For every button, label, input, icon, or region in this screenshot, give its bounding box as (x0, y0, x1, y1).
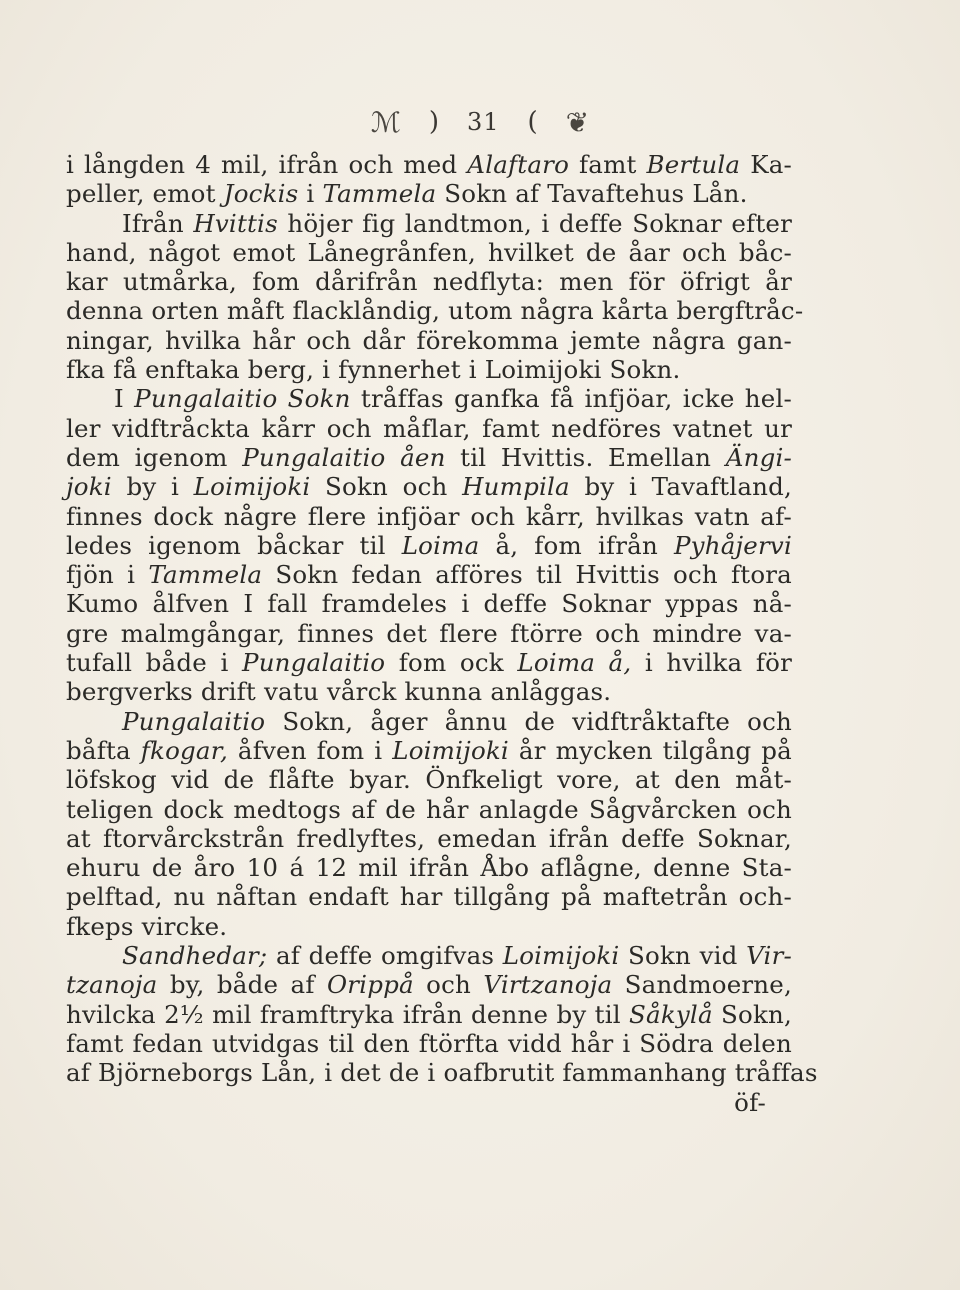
text-segment: fom ock (385, 648, 518, 678)
text-segment: ehuru de åro 10 á 12 mil ifrån Åbo aflågne, denne Sta- (66, 853, 792, 883)
text-line (66, 619, 792, 648)
text-line (66, 1029, 792, 1058)
text-segment: Sandmoerne, (612, 970, 792, 1000)
text-segment: år mycken tilgång på (508, 735, 792, 765)
text-segment: Ängi- (725, 442, 792, 472)
text-segment: Sandhedar; (122, 941, 268, 971)
text-segment: Såkylå (629, 999, 713, 1029)
text-segment: Sokn vid (619, 941, 747, 971)
text-line (66, 179, 792, 208)
ornament-left-icon: ℳ (370, 105, 401, 139)
text-segment: Vir- (746, 941, 792, 971)
header-bracket-left: ) (428, 107, 439, 137)
text-line (66, 267, 792, 296)
text-segment: Sokn af Tavaftehus Lån. (436, 179, 748, 209)
text-line (66, 677, 792, 706)
text-segment: i långden 4 mil, ifrån och med (66, 150, 468, 179)
text-line (66, 970, 792, 999)
text-line (66, 912, 792, 941)
text-line (66, 384, 792, 413)
text-segment: kar utmårka, fom dårifrån nedflyta: men för öfrigt år (66, 267, 792, 297)
text-line (66, 1088, 792, 1117)
text-segment: Loima (401, 530, 480, 560)
text-segment: Sokn fedan afföres til Hvittis och ftora (262, 560, 792, 590)
text-segment: Loimijoki (502, 941, 620, 971)
page-number: 31 (466, 108, 500, 136)
text-segment: Hvittis (193, 208, 278, 238)
text-segment: Ka- (740, 150, 792, 179)
text-segment: teligen dock medtogs af de hår anlagde Sågvårcken och (66, 794, 792, 824)
text-segment: Humpila (462, 472, 570, 502)
text-segment: tzanoja (66, 970, 158, 1000)
text-line (66, 589, 792, 618)
text-line (66, 707, 792, 736)
text-segment: fka få enftaka berg, i fynnerhet i Loimijoki Sokn. (66, 355, 681, 385)
text-segment: Loimijoki (392, 735, 509, 765)
text-segment: hand, något emot Lånegrånfen, hvilket de åar och båc- (66, 237, 792, 267)
text-segment: löfskog vid de flåfte byar. Önfkeligt vore, at den måt- (66, 765, 792, 795)
text-segment: bergverks drift vatu vårck kunna anlåggas. (66, 677, 612, 707)
text-segment: Pyhåjervi (674, 530, 792, 560)
text-line (66, 1058, 818, 1088)
text-segment: Pungalaitio (242, 648, 386, 678)
text-segment: gre malmgångar, finnes det flere ftörre och mindre va- (66, 618, 792, 648)
text-line (66, 472, 792, 501)
text-segment: denna orten måft flacklåndig, utom några kårta bergftråc- (66, 296, 804, 326)
text-segment: höjer fig landtmon, i deffe Soknar efter (277, 208, 792, 238)
text-segment: Kumo ålfven I fall framdeles i deffe Soknar yppas nå- (66, 589, 792, 619)
text-segment: Tammela (322, 179, 437, 209)
text-segment: peller, emot (66, 179, 224, 209)
text-segment: by i Tavaftland, (569, 472, 792, 502)
text-line (66, 648, 792, 677)
text-segment: i (298, 179, 323, 209)
text-line (66, 765, 792, 794)
text-line (66, 355, 792, 384)
text-line (66, 824, 792, 853)
page-header (0, 100, 960, 144)
text-segment: joki (66, 472, 112, 502)
text-segment: famt fedan utvidgas til den ftörfta vidd hår i Södra delen (66, 1028, 792, 1058)
text-segment: fjön i (66, 560, 149, 590)
text-segment: Alaftaro (467, 150, 570, 179)
text-segment: Loima å, (517, 648, 632, 678)
text-segment: Virtzanoja (483, 970, 613, 1000)
text-segment: Jockis (223, 179, 299, 209)
text-segment: fkeps vircke. (66, 911, 228, 941)
text-segment: af deffe omgifvas (267, 941, 503, 971)
text-segment: Orippå (326, 970, 414, 1000)
text-line (66, 531, 792, 560)
text-segment: Sokn och (310, 472, 463, 502)
text-line (66, 882, 792, 911)
text-segment: af Björneborgs Lån, i det de i oafbrutit fammanhang tråffas (66, 1058, 818, 1088)
text-segment: å, fom ifrån (479, 530, 674, 560)
header-bracket-right: ( (527, 107, 538, 137)
text-segment: I (114, 384, 135, 414)
text-segment: Pungalaitio Sokn (134, 384, 351, 414)
text-segment: ledes igenom båckar til (66, 530, 402, 560)
text-line (66, 1000, 792, 1029)
ornament-right-icon: ❦ (565, 105, 590, 139)
text-line (66, 560, 792, 589)
text-line (66, 238, 792, 267)
text-line (66, 736, 792, 765)
text-segment: famt (569, 150, 647, 179)
text-segment: öf- (734, 1087, 766, 1117)
text-line (66, 795, 792, 824)
text-line (66, 443, 792, 472)
text-line (66, 209, 792, 238)
text-line (66, 326, 792, 355)
text-segment: åfven fom i (227, 735, 393, 765)
text-segment: Bertula (646, 150, 741, 179)
text-segment: dem igenom (66, 442, 243, 472)
text-segment: ler vidftråckta kårr och måflar, famt nedföres vatnet ur (66, 413, 792, 443)
text-segment: tråffas ganfka få infjöar, icke hel- (350, 384, 792, 414)
text-segment: by i (111, 472, 194, 502)
text-segment: hvilcka 2½ mil framftryka ifrån denne by til (66, 999, 630, 1029)
text-segment: Tammela (148, 560, 263, 590)
text-segment: Ifrån (122, 208, 194, 238)
text-segment: och (413, 970, 484, 1000)
text-segment: Sokn, åger ånnu de vidftråktafte och (265, 706, 792, 736)
text-line (66, 150, 792, 179)
text-segment: i hvilka för (631, 648, 792, 678)
text-segment: at ftorvårckstrån fredlyftes, emedan ifrån deffe Soknar, (66, 823, 792, 853)
text-line (66, 502, 792, 531)
text-segment: Pungalaitio åen (242, 442, 446, 472)
text-line (66, 941, 792, 970)
page-text-body (66, 150, 818, 1117)
text-segment: fkogar, (140, 735, 228, 765)
text-line (66, 296, 804, 326)
text-line (66, 414, 792, 443)
text-segment: båfta (66, 735, 141, 765)
text-segment: pelftad, nu nåftan endaft har tillgång på maftetrån och- (66, 882, 792, 912)
text-segment: Sokn, (712, 999, 792, 1029)
text-line (66, 853, 792, 882)
text-segment: by, både af (157, 970, 327, 1000)
text-segment: ningar, hvilka hår och dår förekomma jemte några gan- (66, 325, 792, 355)
text-segment: Loimijoki (193, 472, 311, 502)
text-segment: tufall både i (66, 648, 243, 678)
text-segment: til Hvittis. Emellan (445, 442, 726, 472)
text-segment: Pungalaitio (122, 706, 266, 736)
text-segment: finnes dock någre flere infjöar och kårr, hvilkas vatn af- (66, 501, 792, 531)
